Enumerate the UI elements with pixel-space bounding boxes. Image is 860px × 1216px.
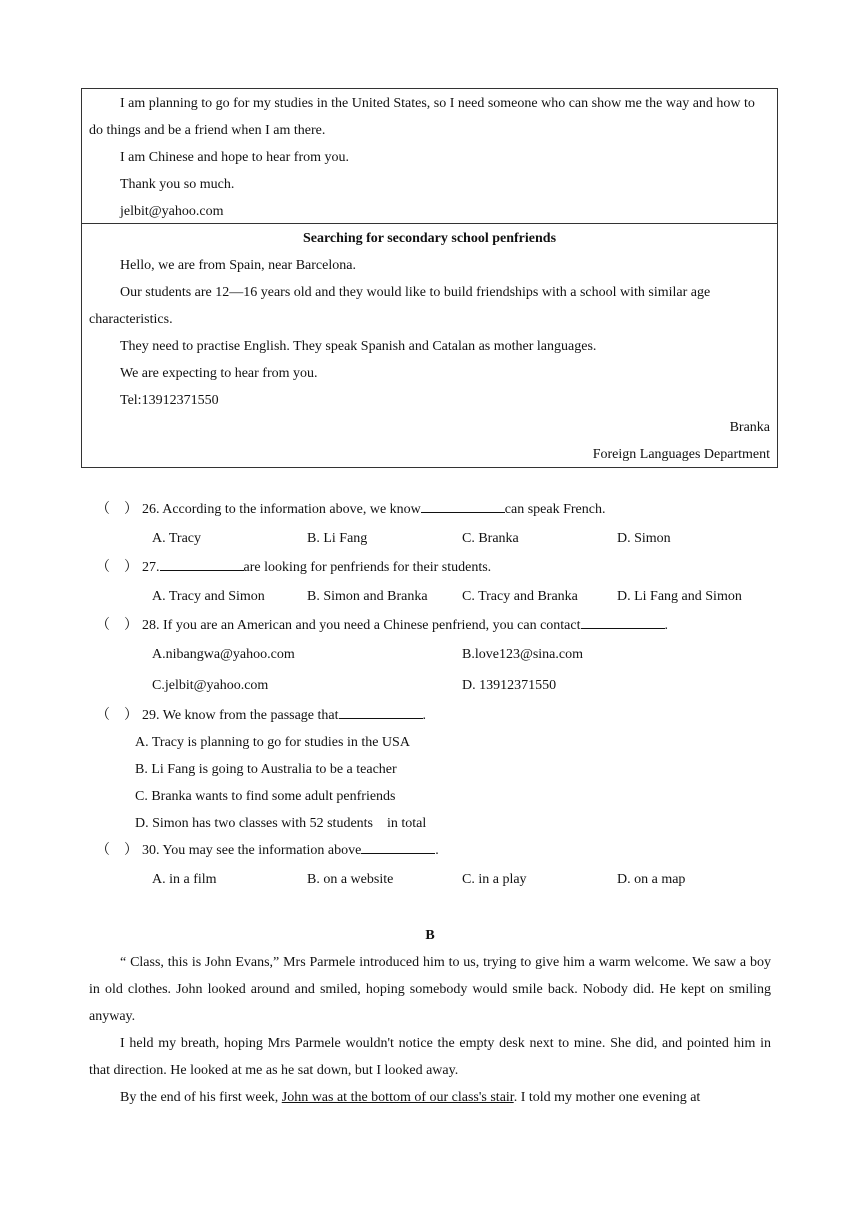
option-b: B. Li Fang is going to Australia to be a teacher xyxy=(135,762,397,777)
option-a: A. Tracy and Simon xyxy=(152,589,265,604)
question-30 xyxy=(96,837,439,864)
passage-paragraph xyxy=(89,1084,771,1111)
ad-text: Hello, we are from Spain, near Barcelona. xyxy=(120,258,356,273)
passage-paragraph: I held my breath, hoping Mrs Parmele wouldn't notice the empty desk next to mine. She did, and pointed him in that direction. He looked at me as he sat down, but I looked away. xyxy=(89,1036,771,1078)
passage-paragraph: “ Class, this is John Evans,” Mrs Parmele introduced him to us, trying to give him a warm welcome. We saw a boy in old clothes. John looked around and smiled, hoping somebody would smile back. Nobody did. He kept on smiling anyway. xyxy=(89,955,771,1024)
ad-text: I am planning to go for my studies in the United States, so I need someone who can show me the way and how to do things and be a friend when I am there. xyxy=(89,96,755,138)
ad-phone: Tel:13912371550 xyxy=(120,393,219,408)
ad-text: Thank you so much. xyxy=(120,177,235,192)
question-28 xyxy=(96,612,668,639)
option-c: C. in a play xyxy=(462,872,527,887)
underlined-phrase: John was at the bottom of our class's stair xyxy=(281,1090,514,1105)
option-a: A. in a film xyxy=(152,872,217,887)
options-26 xyxy=(152,525,782,552)
option-d: D. Simon has two classes with 52 students in total xyxy=(135,816,427,831)
answer-blank xyxy=(421,497,505,513)
ad-text: I am Chinese and hope to hear from you. xyxy=(120,150,349,165)
option-d: D. Simon xyxy=(617,531,671,546)
option-d: D. 13912371550 xyxy=(462,678,557,693)
question-stem-end: . xyxy=(435,843,439,858)
ad-text: We are expecting to hear from you. xyxy=(120,366,318,381)
options-28-row1 xyxy=(152,641,782,668)
option-a: A.nibangwa@yahoo.com xyxy=(152,647,295,662)
ad-text: They need to practise English. They speak Spanish and Catalan as mother languages. xyxy=(120,339,597,354)
section-title: B xyxy=(425,928,435,943)
answer-blank xyxy=(160,555,244,571)
ad-signature-name: Branka xyxy=(729,420,770,435)
question-stem: 28. If you are an American and you need a Chinese penfriend, you can contact xyxy=(142,618,581,633)
question-stem-end: are looking for penfriends for their students. xyxy=(243,560,492,575)
ad-email: jelbit@yahoo.com xyxy=(120,204,224,219)
option-d: D. on a map xyxy=(617,872,686,887)
answer-paren: （ ） xyxy=(96,618,138,633)
answer-paren: （ ） xyxy=(96,560,138,575)
option-c: C. Tracy and Branka xyxy=(462,589,578,604)
ad-text: Our students are 12—16 years old and they would like to build friendships with a school with similar age characteristics. xyxy=(89,285,711,327)
answer-paren: （ ） xyxy=(96,502,138,517)
option-b: B. Li Fang xyxy=(307,531,368,546)
answer-paren: （ ） xyxy=(96,843,138,858)
question-stem-end: . xyxy=(422,708,427,723)
passage-text: . I told my mother one evening at xyxy=(513,1090,701,1105)
question-27 xyxy=(96,554,491,581)
question-stem: 27. xyxy=(142,560,160,575)
question-stem: 26. According to the information above, we know xyxy=(142,502,421,517)
answer-blank xyxy=(581,613,665,629)
option-a: A. Tracy xyxy=(152,531,202,546)
option-a: A. Tracy is planning to go for studies in the USA xyxy=(135,735,410,750)
question-26 xyxy=(96,496,605,523)
answer-paren: （ ） xyxy=(96,708,138,723)
passage-text: By the end of his first week, xyxy=(120,1090,282,1105)
answer-blank xyxy=(339,703,423,719)
options-28-row2 xyxy=(152,672,782,699)
option-d: D. Li Fang and Simon xyxy=(617,589,742,604)
ad-title: Searching for secondary school penfriends xyxy=(302,231,557,246)
question-stem: 29. We know from the passage that xyxy=(142,708,339,723)
ad-box-school xyxy=(81,223,778,468)
option-c: C.jelbit@yahoo.com xyxy=(152,678,269,693)
option-b: B.love123@sina.com xyxy=(462,647,583,662)
option-b: B. Simon and Branka xyxy=(307,589,428,604)
option-c: C. Branka wants to find some adult penfriends xyxy=(135,789,396,804)
option-c: C. Branka xyxy=(462,531,519,546)
question-stem-end: . xyxy=(664,618,668,633)
options-30 xyxy=(152,866,782,893)
answer-blank xyxy=(361,838,435,854)
ad-signature-dept: Foreign Languages Department xyxy=(592,447,770,462)
options-27 xyxy=(152,583,782,610)
option-b: B. on a website xyxy=(307,872,394,887)
passage-b xyxy=(89,949,771,1111)
question-29 xyxy=(96,702,426,729)
question-stem: 30. You may see the information above xyxy=(142,843,362,858)
ad-box-student xyxy=(81,88,778,224)
question-stem-end: can speak French. xyxy=(504,502,606,517)
